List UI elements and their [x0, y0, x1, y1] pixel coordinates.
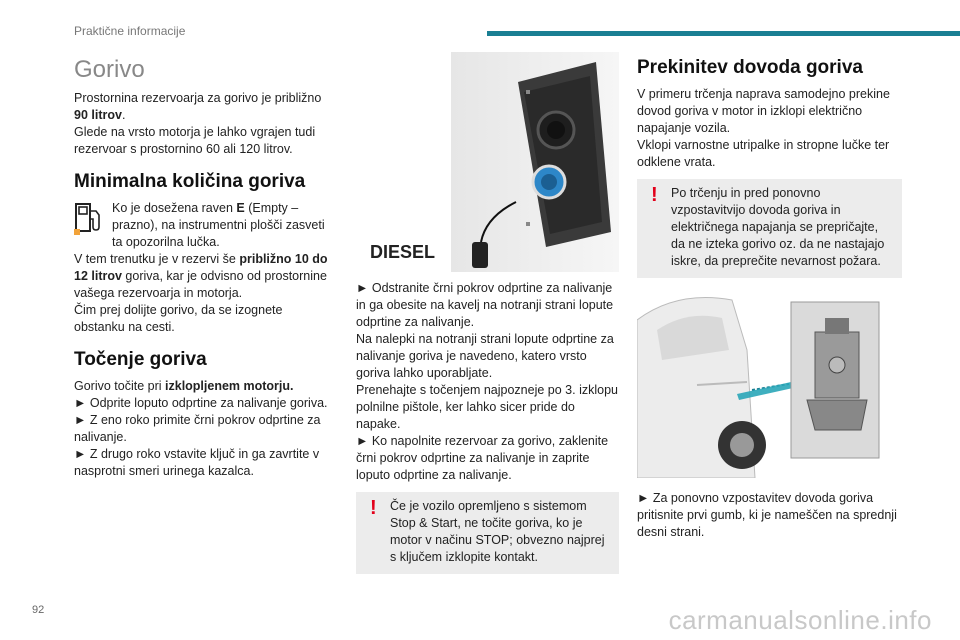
low-fuel-note: [74, 200, 336, 251]
heading-min-fuel: Minimalna količina goriva: [74, 171, 306, 192]
text-bold: približno 10 do 12 litrov: [74, 252, 328, 283]
tank-capacity-text: [74, 90, 336, 124]
cutoff-description: V primeru trčenja naprava samodejno prekine dovod goriva v motor in izklopi električno napajanje vozila.: [637, 87, 890, 135]
text-span: (Empty – prazno), na instrumentni plošči zasveti ta opozorilna lučka.: [112, 201, 325, 249]
inertia-switch-illustration: [637, 290, 902, 478]
step-lock-cap: ► Ko napolnite rezervoar za gorivo, zaklenite črni pokrov odprtine za nalivanje in zaprite loputo odprtine za nalivanje.: [356, 434, 609, 482]
text-span: V tem trenutku je v rezervi še: [74, 252, 240, 266]
step-remove-cap: ► Odstranite črni pokrov odprtine za nalivanje in ga obesite na kavelj na notranji strani lopute odprtine za nalivanje.: [356, 281, 614, 329]
diesel-label: DIESEL: [370, 242, 436, 262]
warning-content: [647, 185, 892, 270]
collision-warning: [637, 179, 902, 278]
text-span: Prostornina rezervoarja za gorivo je približno: [74, 91, 322, 105]
van-switch-drawing: [637, 290, 902, 478]
section-label: Praktične informacije: [74, 24, 186, 38]
step-insert-key: ► Z drugo roko vstavite ključ in ga zavrtite v nasprotni smeri urinega kazalca.: [74, 447, 320, 478]
spacer: [356, 484, 619, 492]
text-span: Gorivo točite pri: [74, 379, 166, 393]
heading-refuelling: Točenje goriva: [74, 349, 207, 370]
column-1: [74, 52, 336, 480]
fuel-filler-drawing: [356, 52, 619, 272]
stop-start-warning: [356, 492, 619, 574]
cutoff-hazard-text: Vklopi varnostne utripalke in stropne lučke ter odklene vrata.: [637, 138, 890, 169]
watermark: carmanualsonline.info: [668, 605, 932, 635]
spacer: [637, 171, 902, 179]
step-press-button: ► Za ponovno vzpostavitev dovoda goriva pritisnite prvi gumb, ki je nameščen na sprednji desni strani.: [637, 491, 897, 539]
fuel-filler-illustration: [356, 52, 619, 272]
text-span: .: [121, 108, 126, 122]
low-fuel-text: [112, 200, 336, 251]
label-info-text: Na nalepki na notranji strani lopute odprtine za nalivanje goriva je navedeno, katero vrsto goriva lahko uporabljate.: [356, 332, 614, 380]
warning-text: Po trčenju in pred ponovno vzpostavitvijo dovoda goriva in električnega napajanja se prepričajte, da ne izteka gorivo oz. da ne nastajajo iskre, da preprečite nevarnost požara.: [671, 186, 885, 268]
page-number: 92: [32, 604, 45, 616]
column-3: [637, 52, 902, 541]
tank-variants-text: Glede na vrsto motorja je lahko vgrajen tudi rezervoar s prostornino 60 ali 120 litrov.: [74, 125, 316, 156]
warning-text: Če je vozilo opremljeno s sistemom Stop & Start, ne točite goriva, ko je motor v načinu STOP; obvezno najprej s ključem izklopite kontakt.: [390, 499, 605, 564]
text-bold: E: [236, 201, 245, 215]
heading-fuel-cutoff: Prekinitev dovoda goriva: [637, 57, 863, 78]
step-hold-cap: ► Z eno roko primite črni pokrov odprtine za nalivanje.: [74, 413, 321, 444]
page-title: Gorivo: [74, 56, 145, 83]
reserve-text: [74, 251, 336, 302]
warning-content: [366, 498, 609, 566]
text-span: goriva, kar je odvisno od prostornine vašega rezervoarja in motorja.: [74, 269, 327, 300]
header-accent-bar: [487, 31, 960, 36]
warning-icon: !: [370, 497, 377, 519]
step-open-flap: ► Odprite loputo odprtine za nalivanje goriva.: [74, 396, 328, 410]
fuel-pump-icon: [74, 201, 104, 235]
column-2: [356, 52, 619, 574]
text-bold: 90 litrov: [74, 108, 122, 122]
text-span: Ko je dosežena raven: [112, 201, 237, 215]
refuel-soon-text: Čim prej dolijte gorivo, da se izognete obstanku na cesti.: [74, 303, 283, 334]
engine-off-text: [74, 378, 336, 395]
text-bold: izklopljenem motorju.: [165, 379, 294, 393]
nozzle-cutoff-text: Prenehajte s točenjem najpozneje po 3. izklopu polnilne pištole, ker lahko sicer pride do napake.: [356, 383, 618, 431]
warning-icon: !: [651, 184, 658, 206]
